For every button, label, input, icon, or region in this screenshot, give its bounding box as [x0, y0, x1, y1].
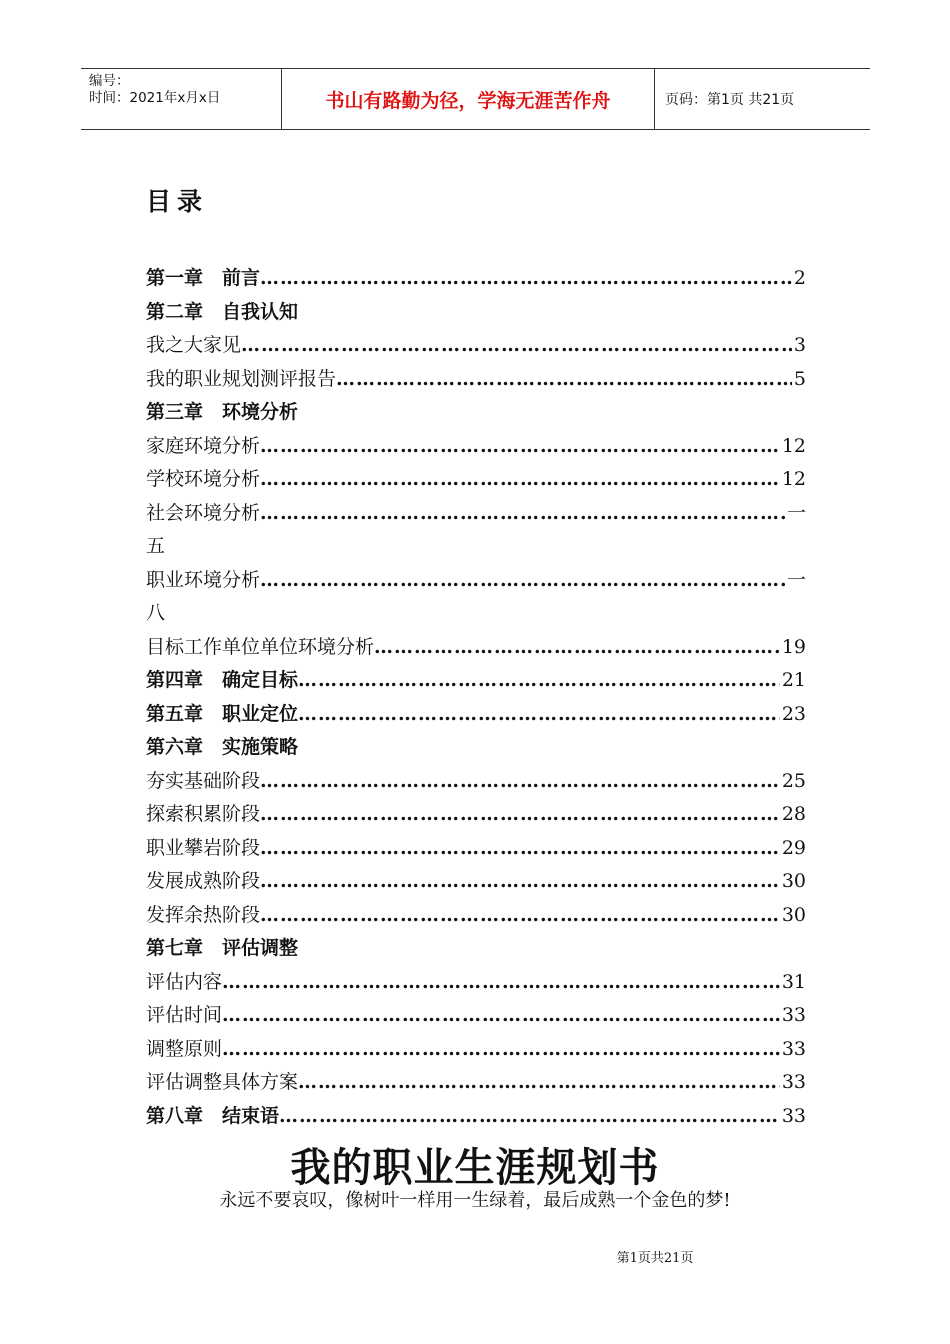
toc-page-number: 12: [781, 434, 806, 457]
toc-entry-text: 我的职业规划测评报告: [146, 367, 337, 390]
toc-leader-dots: [298, 664, 780, 698]
toc-leader-dots: [260, 463, 780, 497]
toc-page-number: 一: [786, 501, 806, 524]
toc-page-number: 19: [781, 635, 806, 658]
toc-leader-dots: [260, 262, 792, 296]
toc-leader-dots: [374, 631, 780, 665]
toc-page-number: [298, 932, 300, 966]
toc-chapter-entry[interactable]: [146, 698, 806, 732]
toc-leader-dots: [222, 999, 780, 1033]
toc-entry-text: 第六章 实施策略: [146, 736, 299, 758]
toc-entry-text: 八: [146, 602, 166, 624]
toc-section-entry[interactable]: [146, 363, 806, 397]
toc-page-number: [298, 396, 300, 430]
toc-entry-text: 五: [146, 535, 166, 557]
toc-chapter-entry[interactable]: [146, 1100, 806, 1134]
toc-entry-text: 社会环境分析: [146, 501, 261, 524]
toc-title: 目录: [146, 187, 209, 216]
toc-entry-text: 评估内容: [146, 970, 223, 993]
toc-page-number: 3: [793, 334, 806, 356]
toc-section-entry[interactable]: [146, 463, 806, 497]
toc-page-number: 30: [781, 903, 806, 926]
toc-entry-text: 夯实基础阶段: [146, 769, 261, 792]
table-of-contents: [146, 262, 806, 1133]
toc-section-entry[interactable]: [146, 798, 806, 832]
toc-entry-text: 职业攀岩阶段: [146, 836, 261, 859]
toc-page-number: 一: [786, 568, 806, 591]
toc-page-number: [298, 731, 300, 765]
number-label: 编号：: [89, 73, 130, 89]
toc-section-entry[interactable]: [146, 1033, 806, 1067]
toc-page-number: 30: [781, 870, 806, 892]
toc-page-number: 33: [781, 1104, 806, 1127]
toc-entry-text: 学校环境分析: [146, 468, 261, 490]
toc-page-number: 28: [781, 803, 806, 825]
toc-page-number: 33: [781, 1071, 806, 1093]
toc-section-entry[interactable]: [146, 1066, 806, 1100]
toc-page-number: 33: [781, 1037, 806, 1060]
toc-entry-text: 第一章 前言: [146, 267, 261, 289]
document-title: 我的职业生涯规划书: [290, 1145, 660, 1191]
toc-section-entry[interactable]: [146, 631, 806, 665]
toc-entry-text: 探索积累阶段: [146, 803, 261, 825]
toc-page-number: 31: [781, 970, 806, 993]
toc-section-entry[interactable]: [146, 329, 806, 363]
toc-chapter-entry[interactable]: [146, 664, 806, 698]
toc-leader-dots: [260, 832, 780, 866]
toc-page-number: [298, 296, 300, 330]
toc-section-entry[interactable]: [146, 597, 806, 631]
header-motto: 书山有路勤为径，学海无涯苦作舟: [281, 69, 655, 129]
toc-section-entry[interactable]: [146, 999, 806, 1033]
toc-entry-text: 评估时间: [146, 1004, 223, 1026]
toc-entry-text: 第五章 职业定位: [146, 702, 299, 725]
toc-entry-text: 职业环境分析: [146, 568, 261, 591]
toc-entry-text: 第二章 自我认知: [146, 300, 299, 323]
toc-chapter-entry[interactable]: [146, 932, 806, 966]
toc-entry-text: 目标工作单位单位环境分析: [146, 635, 375, 658]
toc-page-number: [165, 597, 167, 631]
toc-page-number: 23: [781, 702, 806, 725]
toc-section-entry[interactable]: [146, 865, 806, 899]
toc-section-entry[interactable]: [146, 899, 806, 933]
toc-leader-dots: [298, 1066, 780, 1100]
toc-section-entry[interactable]: [146, 832, 806, 866]
toc-leader-dots: [336, 363, 792, 397]
toc-entry-text: 调整原则: [146, 1037, 223, 1060]
toc-page-number: [165, 530, 167, 564]
toc-section-entry[interactable]: [146, 430, 806, 464]
toc-chapter-entry[interactable]: [146, 731, 806, 765]
toc-section-entry[interactable]: [146, 497, 806, 531]
header-page-info: 页码：第1页 共21页: [665, 92, 795, 108]
toc-chapter-entry[interactable]: [146, 262, 806, 296]
toc-entry-text: 发展成熟阶段: [146, 870, 261, 892]
toc-entry-text: 第八章 结束语: [146, 1104, 280, 1127]
time-label: 时间：2021年x月x日: [89, 90, 221, 106]
toc-leader-dots: [260, 564, 785, 598]
toc-entry-text: 发挥余热阶段: [146, 903, 261, 926]
toc-leader-dots: [260, 798, 780, 832]
toc-page-number: 29: [781, 836, 806, 859]
header-meta: [81, 69, 281, 129]
toc-chapter-entry[interactable]: [146, 296, 806, 330]
toc-entry-text: 家庭环境分析: [146, 434, 261, 457]
toc-entry-text: 我之大家见: [146, 334, 242, 356]
toc-section-entry[interactable]: [146, 765, 806, 799]
toc-leader-dots: [260, 765, 780, 799]
toc-page-number: 21: [781, 669, 806, 691]
toc-page-number: 2: [793, 267, 806, 289]
toc-leader-dots: [222, 966, 780, 1000]
toc-entry-text: 第七章 评估调整: [146, 937, 299, 959]
toc-section-entry[interactable]: [146, 564, 806, 598]
toc-page-number: 12: [781, 468, 806, 490]
toc-leader-dots: [241, 329, 792, 363]
toc-leader-dots: [279, 1100, 780, 1134]
toc-entry-text: 评估调整具体方案: [146, 1071, 299, 1093]
toc-leader-dots: [298, 698, 780, 732]
toc-section-entry[interactable]: [146, 966, 806, 1000]
toc-leader-dots: [260, 497, 785, 531]
toc-leader-dots: [260, 430, 780, 464]
toc-section-entry[interactable]: [146, 530, 806, 564]
page-footer: 第1页共21页: [616, 1251, 694, 1266]
toc-chapter-entry[interactable]: [146, 396, 806, 430]
toc-page-number: 25: [781, 769, 806, 792]
toc-entry-text: 第三章 环境分析: [146, 401, 299, 423]
toc-leader-dots: [222, 1033, 780, 1067]
toc-leader-dots: [260, 865, 780, 899]
document-header: [81, 68, 870, 130]
toc-page-number: 5: [793, 367, 806, 390]
toc-leader-dots: [260, 899, 780, 933]
motto-line: 永远不要哀叹，像树叶一样用一生绿着，最后成熟一个金色的梦!: [219, 1190, 731, 1211]
toc-page-number: 33: [781, 1004, 806, 1026]
toc-entry-text: 第四章 确定目标: [146, 669, 299, 691]
